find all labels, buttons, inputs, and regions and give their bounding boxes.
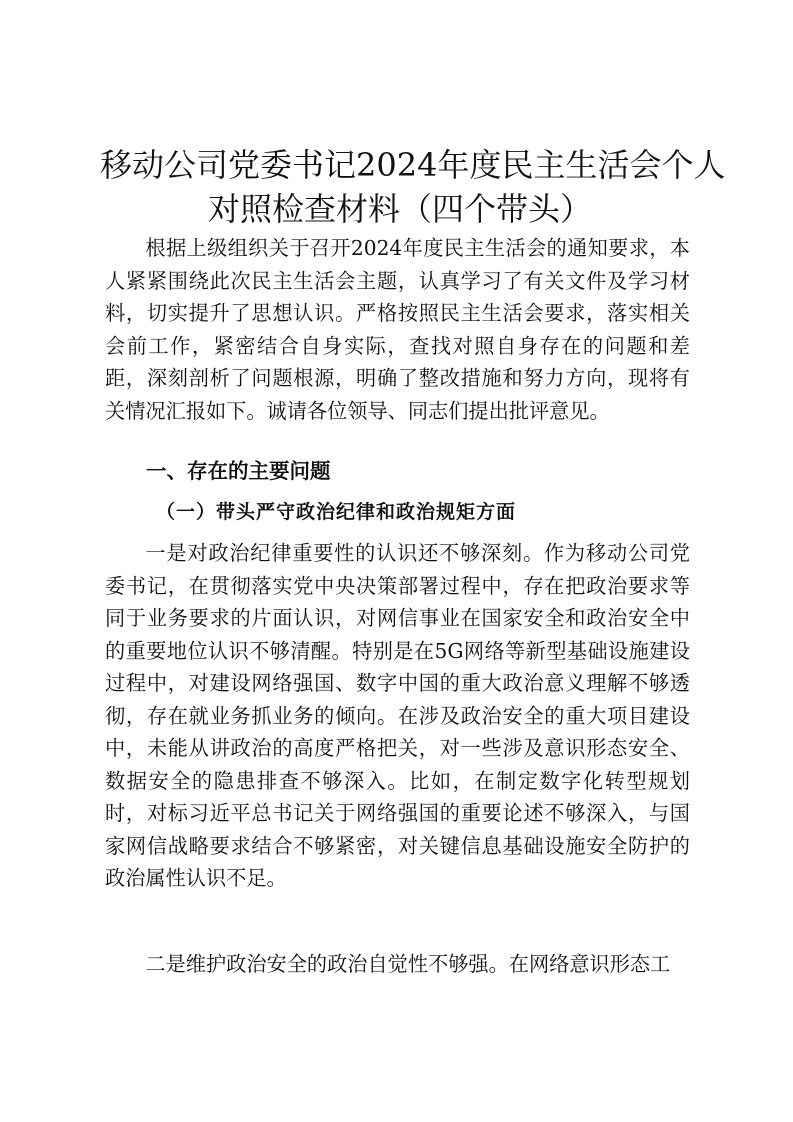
subsection-heading: （一）带头严守政治纪律和政治规矩方面 <box>156 501 517 523</box>
document-title-line-2: 对照检查材料（四个带头） <box>207 190 592 228</box>
intro-paragraph: 根据上级组织关于召开2024年度民主生活会的通知要求，本人紧紧围绕此次民主生活会主题，认真学习了有关文件及学习材料，切实提升了思想认识。严格按照民主生活会要求，落实相关会前工作，紧密结合自身实际，查找对照自身存在的问题和差距，深刻剖析了问题根源，明确了整改措施和努力方向，现将有关情况汇报如下。诚请各位领导、同志们提出批评意见。 <box>105 236 690 423</box>
section-heading: 一、存在的主要问题 <box>146 459 331 483</box>
document-title-line-1: 移动公司党委书记2024年度民主生活会个人 <box>100 146 726 184</box>
body-paragraph-2: 二是维护政治安全的政治自觉性不够强。在网络意识形态工 <box>145 952 671 976</box>
body-paragraph-1: 一是对政治纪律重要性的认识还不够深刻。作为移动公司党委书记，在贯彻落实党中央决策部署过程中，存在把政治要求等同于业务要求的片面认识，对网信事业在国家安全和政治安全中的重要地位认识不够清醒。特别是在5G网络等新型基础设施建设过程中，对建设网络强国、数字中国的重大政治意义理解不够透彻，存在就业务抓业务的倾向。在涉及政治安全的重大项目建设中，未能从讲政治的高度严格把关，对一些涉及意识形态安全、数据安全的隐患排查不够深入。比如，在制定数字化转型规划时，对标习近平总书记关于网络强国的重要论述不够深入，与国家网信战略要求结合不够紧密，对关键信息基础设施安全防护的政治属性认识不足。 <box>105 541 690 890</box>
